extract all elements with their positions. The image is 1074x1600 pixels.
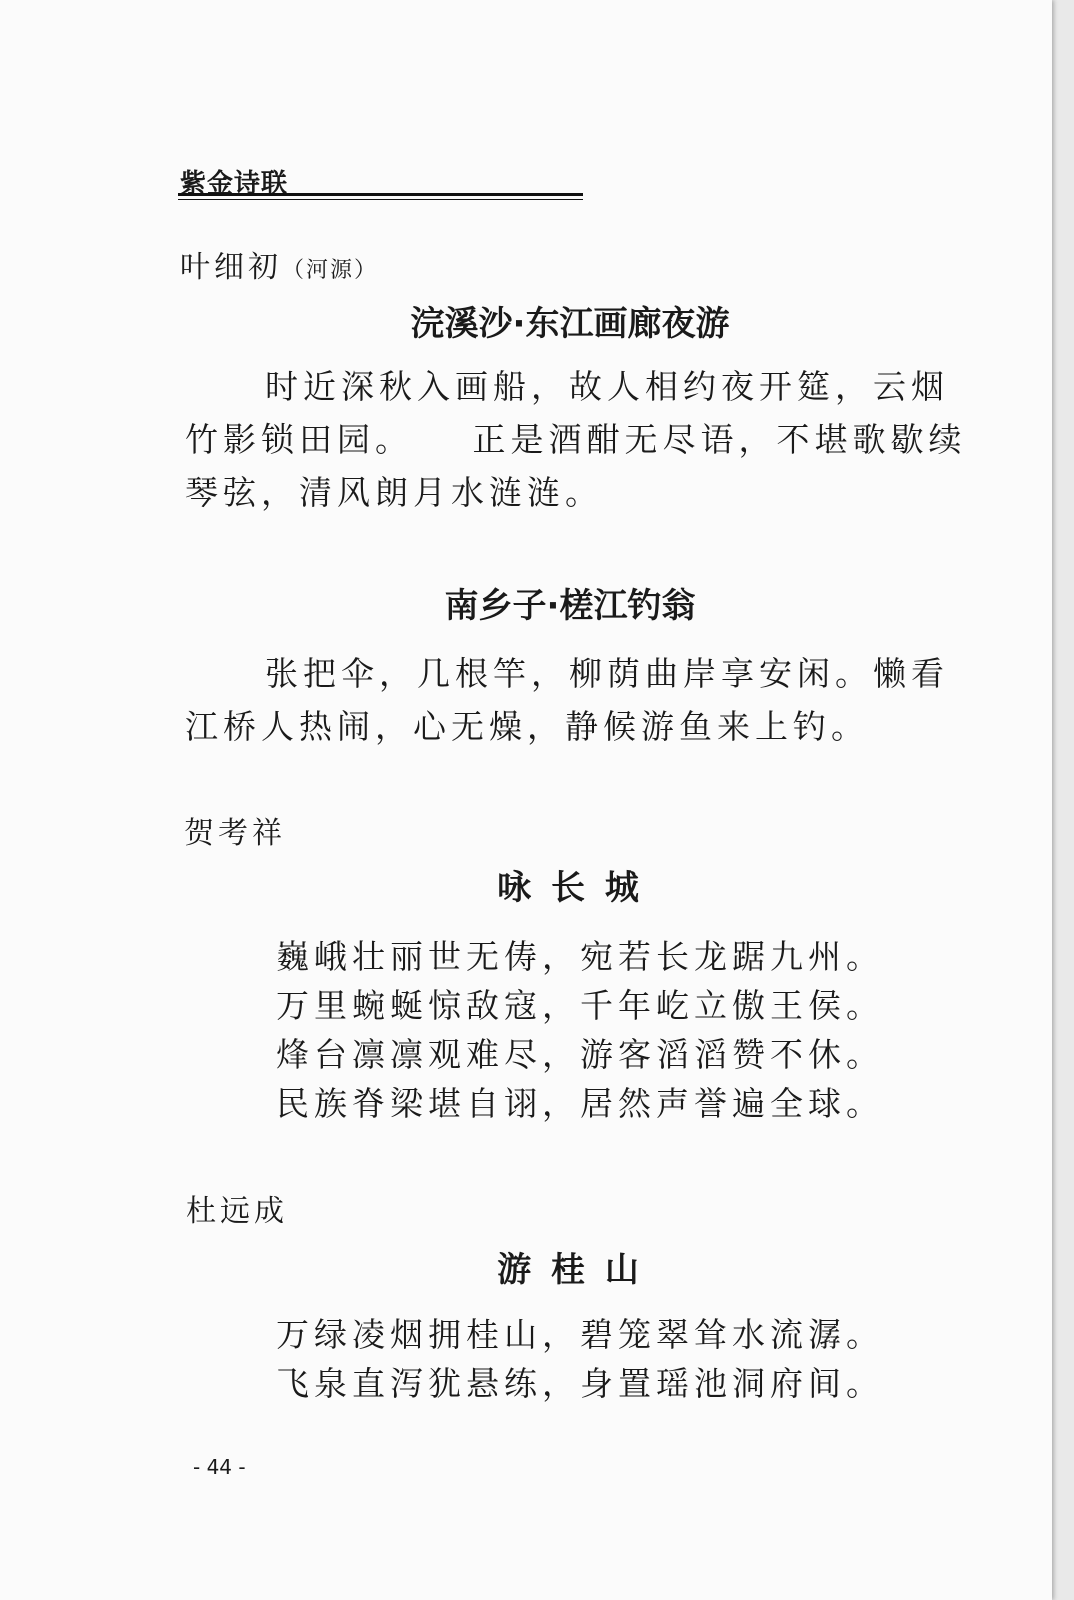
verse-line: 民族脊梁堪自诩，居然声誉遍全球。 xyxy=(276,1084,884,1123)
author-region: （河源） xyxy=(282,258,379,283)
poem-title: 咏 长 城 xyxy=(497,868,643,908)
verse-line: 烽台凛凛观难尽，游客滔滔赞不休。 xyxy=(276,1035,884,1074)
header-rule-thin xyxy=(178,199,583,200)
poem-verse xyxy=(276,1310,884,1408)
verse-line: 巍峨壮丽世无俦，宛若长龙踞九州。 xyxy=(276,937,884,976)
verse-line: 万里蜿蜒惊敌寇，千年屹立傲王侯。 xyxy=(276,986,884,1025)
verse-line: 万绿凌烟拥桂山，碧笼翠耸水流潺。 xyxy=(276,1315,884,1354)
poem-body: 张把伞，几根竿，柳荫曲岸享安闲。懒看江桥人热闹，心无燥，静候游鱼来上钓。 xyxy=(185,654,949,746)
author-name xyxy=(180,242,378,286)
header-rule-thick xyxy=(178,193,583,196)
author-name: 贺考祥 xyxy=(184,816,286,851)
poem-title: 浣溪沙·东江画廊夜游 xyxy=(410,304,730,344)
page-number: - 44 - xyxy=(193,1455,246,1479)
poem-title: 游 桂 山 xyxy=(497,1250,643,1290)
poem-verse xyxy=(276,932,884,1128)
verse-line: 飞泉直泻犹悬练，身置瑶池洞府间。 xyxy=(276,1364,884,1403)
poem-title: 南乡子·槎江钓翁 xyxy=(444,586,696,626)
running-header: 紫金诗联 xyxy=(180,169,289,199)
author-name: 杜远成 xyxy=(186,1194,288,1229)
author-name-text: 叶细初 xyxy=(180,250,282,285)
poem-body: 时近深秋入画船，故人相约夜开筵，云烟竹影锁田园。 正是酒酣无尽语，不堪歌歇续琴弦，清风朗月水涟涟。 xyxy=(185,367,967,512)
